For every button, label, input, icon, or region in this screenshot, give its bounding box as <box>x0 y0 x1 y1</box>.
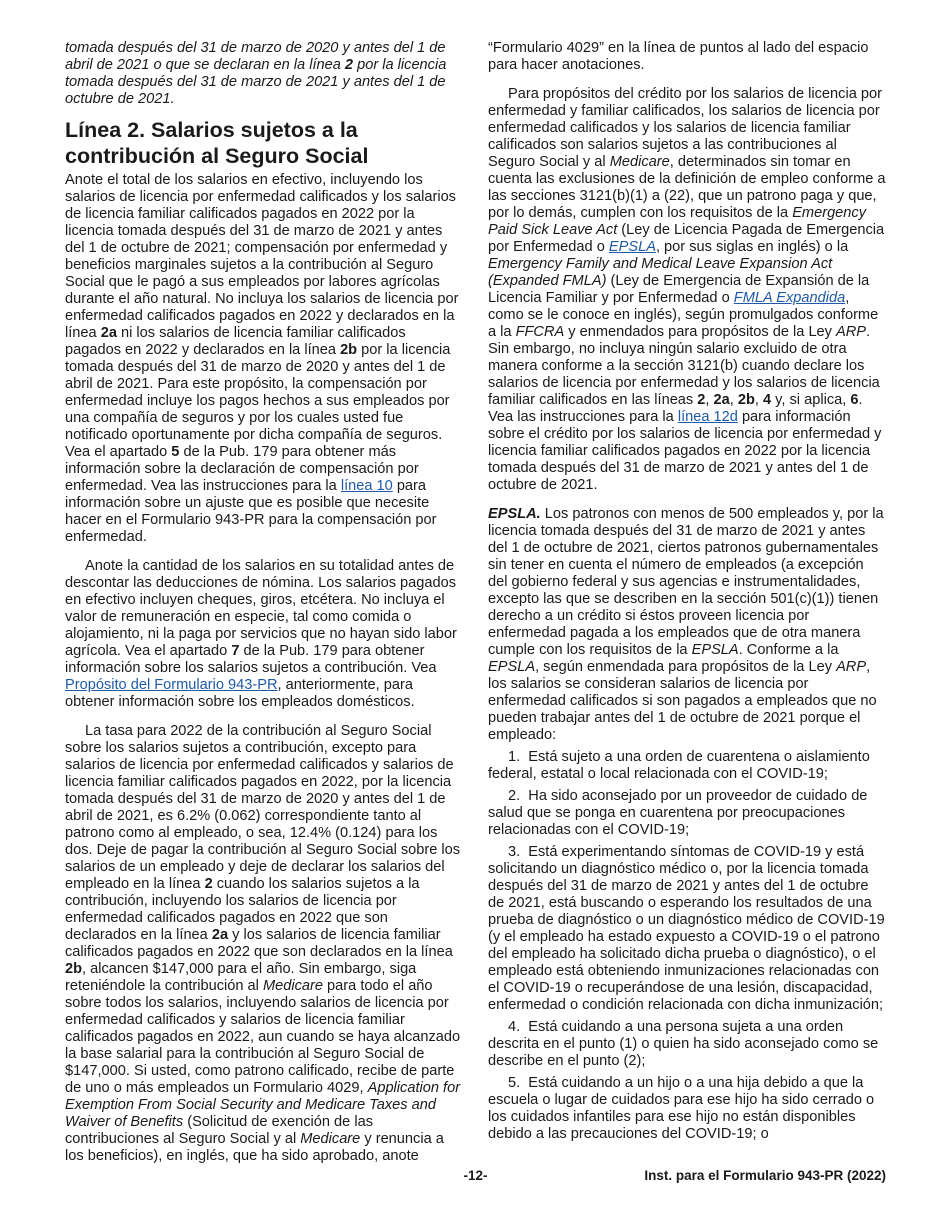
emphasis-text: ARP <box>836 324 867 340</box>
cross-reference-link[interactable]: línea 10 <box>340 478 393 494</box>
emphasis-text: 2 <box>204 876 213 892</box>
paragraph-formulario-4029: “Formulario 4029” en la línea de puntos al lado del espacio para hacer anotaciones. <box>488 40 869 73</box>
list-item: 5. Está cuidando a un hijo o a una hija debido a que la escuela o lugar de cuidados para ese hijo ha sido cerrado o los cuidados infantiles para ese hijo no están disponibles debido a las precauciones del COVID-19; o <box>488 1075 875 1142</box>
left-column <box>65 40 462 1165</box>
cross-reference-link[interactable]: EPSLA <box>608 239 656 255</box>
paragraph-tasa-2022: La tasa para 2022 de la contribución al Seguro Social sobre los salarios sujetos a contribución, excepto para salarios de licencia por enfermedad calificados y salarios de licencia familiar calificados pagados en 2022, por la licencia tomada después del 31 de marzo de 2020 y antes del 1 de abril de 2021, es 6.2% (0.062) correspondiente tanto al patrono como al empleado, o sea, 12.4% (0.124) para los dos. Deje de pagar la contribución al Seguro Social sobre los salarios de un empleado y deje de declarar los salarios del empleado en la línea 2 cuando los salarios sujetos a la contribución, incluyendo los salarios de licencia por enfermedad calificados pagados en 2022 que son declarados en la línea 2a y los salarios de licencia familiar calificados pagados en 2022 que son declarados en la línea 2b, alcancen $147,000 para el año. Sin embargo, siga reteniéndole la contribución al Medicare para todo el año sobre todos los salarios, incluyendo salarios de licencia por enfermedad calificados y salarios de licencia familiar calificados pagados en 2022, aun cuando se haya alcanzado la base salarial para la contribución al Seguro Social de $147,000. Si usted, como patrono calificado, recibe de parte de uno o más empleados un Formulario 4029, Application for Exemption From Social Security and Medicare Taxes and Waiver of Benefits (Solicitud de exención de las contribuciones al Seguro Social y al Medicare y renuncia a los beneficios), en inglés, que ha sido aprobado, anote <box>65 723 461 1164</box>
paragraph-cantidad-salarios: Anote la cantidad de los salarios en su totalidad antes de descontar las deducciones de nómina. Los salarios pagados en efectivo incluyen cheques, giros, etcétera. No incluya el valor de remuneración en especie, tal como comida o alojamiento, ni la paga por servicios que no hayan sido labor agrícola. Vea el apartado 7 de la Pub. 179 para obtener información sobre los salarios sujetos a contribución. Vea Propósito del Formulario 943-PR, anteriormente, para obtener información sobre los empleados domésticos. <box>65 558 457 710</box>
emphasis-text: 5 <box>171 444 180 460</box>
emphasis-text: FFCRA <box>515 324 565 340</box>
emphasis-text: 2a <box>713 392 730 408</box>
emphasis-text: Medicare <box>262 978 323 994</box>
emphasis-text: 2b <box>340 342 358 358</box>
list-item: 1. Está sujeto a una orden de cuarentena o aislamiento federal, estatal o local relacionada con el COVID-19; <box>488 749 870 782</box>
emphasis-text: por la licencia tomada después del 31 de marzo de 2021 y antes del 1 de octubre de 2021. <box>65 57 447 107</box>
emphasis-text: 2b <box>65 961 83 977</box>
paragraph-epsla: EPSLA. Los patronos con menos de 500 empleados y, por la licencia tomada después del 31 de marzo de 2021 y antes del 1 de octubre de 2021, ciertos patronos gubernamentales sin tener en cuenta el número de empleados (a excepción del gobierno federal y sus agencias e instrumentalidades, excepto las que se describen en la sección 501(c)(1)) tienen derecho a un crédito si éstos proveen licencia por enfermedad pagada a los empleados que de otra manera cumple con los requisitos de la EPSLA. Conforme a la EPSLA, según enmendada para propósitos de la Ley ARP, los salarios se consideran salarios de licencia por enfermedad calificados si son pagados a empleados que no pueden trabajar antes del 1 de octubre de 2021 porque el empleado: <box>488 506 884 743</box>
list-item: 4. Está cuidando a una persona sujeta a una orden descrita en el punto (1) o quien ha sido aconsejado como se describe en el punto (2); <box>488 1019 879 1069</box>
cross-reference-link[interactable]: Propósito del Formulario 943-PR <box>65 677 278 693</box>
emphasis-text: 2a <box>100 325 117 341</box>
cross-reference-link[interactable]: línea 12d <box>677 409 738 425</box>
emphasis-text: 2 <box>697 392 706 408</box>
emphasis-text: tomada después del 31 de marzo de 2020 y antes del 1 de abril de 2021 o que se declaran en la línea <box>65 40 446 73</box>
emphasis-text: 2 <box>344 57 354 73</box>
section-heading-linea-2: Línea 2. Salarios sujetos a la contribución al Seguro Social <box>65 118 369 168</box>
emphasis-text: 2b <box>737 392 755 408</box>
paragraph-total-salarios: Anote el total de los salarios en efectivo, incluyendo los salarios de licencia por enfermedad calificados y los salarios de licencia familiar calificados pagados en 2022 por la licencia tomada después del 31 de marzo de 2021 y antes del 1 de octubre de 2021; compensación por enfermedad y beneficios marginales sujetos a la contribución al Seguro Social que le pagó a sus empleados por labores agrícolas durante el año natural. No incluya los salarios de licencia por enfermedad calificados pagados en 2022 y declarados en la línea 2a ni los salarios de licencia familiar calificados pagados en 2022 y declarados en la línea 2b por la licencia tomada después del 31 de marzo de 2020 y antes del 1 de abril de 2021. Para este propósito, la compensación por enfermedad incluye los pagos hechos a sus empleados por una compañía de seguros y por los cuales usted fue notificado oportunamente por dicha compañía de seguros. Vea el apartado 5 de la Pub. 179 para obtener más información sobre la declaración de compensación por enfermedad. Vea las instrucciones para la línea 10 para información sobre un ajuste que es posible que necesite hacer en el Formulario 943-PR para la compensación por enfermedad. <box>65 172 459 545</box>
emphasis-text: 4 <box>763 392 772 408</box>
intro-paragraph <box>65 40 462 108</box>
emphasis-text: EPSLA <box>691 642 739 658</box>
list-item: 2. Ha sido aconsejado por un proveedor de cuidado de salud que se ponga en cuarentena por preocupaciones relacionadas con el COVID-19; <box>488 788 868 838</box>
emphasis-text: EPSLA. <box>488 506 541 522</box>
emphasis-text: 2a <box>211 927 229 943</box>
cross-reference-link[interactable]: FMLA Expandida <box>733 290 846 306</box>
emphasis-text: Emergency Paid Sick Leave Act <box>488 205 867 238</box>
emphasis-text: Application for Exemption From Social Security and Medicare Taxes and Waiver of Benefits <box>65 1080 461 1130</box>
paragraph-proposito-credito: Para propósitos del crédito por los salarios de licencia por enfermedad y familiar calificados, los salarios de licencia por enfermedad calificados y los salarios de licencia familiar calificados son salarios sujetos a las contribuciones al Seguro Social y al Medicare, determinados sin tomar en cuenta las exclusiones de la definición de empleo conforme a las secciones 3121(b)(1) a (22), que un patrono paga y que, por lo demás, cumplen con los requisitos de la Emergency Paid Sick Leave Act (Ley de Licencia Pagada de Emergencia por Enfermedad o EPSLA, por sus siglas en inglés) o la Emergency Family and Medical Leave Expansion Act (Expanded FMLA) (Ley de Emergencia de Expansión de la Licencia Familiar y por Enfermedad o FMLA Expandida, como se le conoce en inglés), según promulgados conforme a la FFCRA y enmendados para propósitos de la Ley ARP. Sin embargo, no incluya ningún salario excluido de otra manera conforme a la sección 3121(b) cuando declare los salarios de licencia por enfermedad y los salarios de licencia familiar calificados en las líneas 2, 2a, 2b, 4 y, si aplica, 6. Vea las instrucciones para la línea 12d para información sobre el crédito por los salarios de licencia por enfermedad y licencia familiar calificados pagados en 2022 por la licencia tomada después del 31 de marzo de 2021 y antes del 1 de octubre de 2021. <box>488 86 886 493</box>
emphasis-text: 6 <box>850 392 859 408</box>
document-title: Inst. para el Formulario 943-PR (2022) <box>644 1168 886 1183</box>
emphasis-text: ARP <box>836 659 867 675</box>
emphasis-text: 7 <box>231 643 240 659</box>
page-number: -12- <box>463 1168 488 1183</box>
emphasis-text: EPSLA <box>488 659 536 675</box>
right-column <box>488 40 886 1143</box>
emphasis-text: Emergency Family and Medical Leave Expansion Act (Expanded FMLA) <box>488 256 833 289</box>
emphasis-text: Medicare <box>300 1131 361 1147</box>
page-footer <box>65 1168 886 1188</box>
list-item: 3. Está experimentando síntomas de COVID-19 y está solicitando un diagnóstico médico o, por la licencia tomada después del 31 de marzo de 2021 y antes del 1 de octubre de 2021, está buscando o esperando los resultados de una prueba de diagnóstico o un diagnóstico médico de COVID-19 (y el empleado ha estado expuesto a COVID-19 o el patrono del empleado ha solicitado dicha prueba o diagnóstico), o el empleado está obteniendo inmunizaciones relacionadas con el COVID-19 o recuperándose de una lesión, discapacidad, enfermedad o condición relacionada con dicha inmunización; <box>488 844 885 1013</box>
emphasis-text: Medicare <box>609 154 670 170</box>
